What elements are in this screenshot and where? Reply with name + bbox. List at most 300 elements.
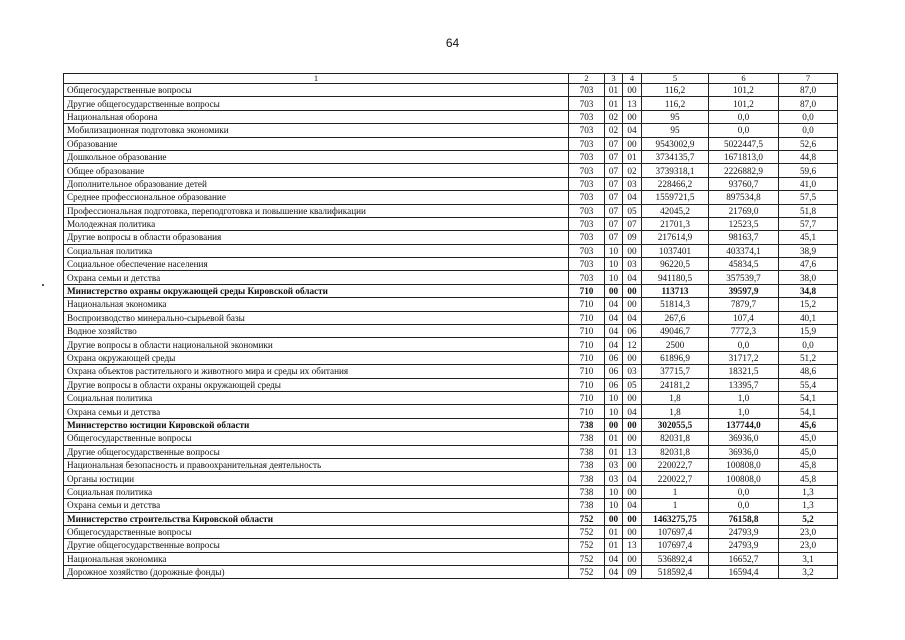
table-row [64, 97, 838, 110]
row-pr-cell: 09 [623, 566, 642, 579]
table-row [64, 338, 838, 351]
row-ved-cell: 752 [569, 512, 605, 525]
row-name-cell: Национальная экономика [64, 298, 569, 311]
row-pct-cell: 45,8 [779, 472, 838, 485]
row-pr-cell: 13 [623, 97, 642, 110]
row-fact-cell: 45834,5 [709, 258, 779, 271]
table-row [64, 271, 838, 284]
row-pct-cell: 23,0 [779, 525, 838, 538]
row-rz-cell: 10 [605, 405, 623, 418]
row-fact-cell: 0,0 [709, 110, 779, 123]
row-rz-cell: 06 [605, 365, 623, 378]
row-name-cell: Национальная экономика [64, 552, 569, 565]
row-ved-cell: 703 [569, 231, 605, 244]
row-pct-cell: 3,2 [779, 566, 838, 579]
row-fact-cell: 137744,0 [709, 418, 779, 431]
scan-speck [42, 284, 44, 286]
row-plan-cell: 82031,8 [642, 432, 709, 445]
row-pr-cell: 00 [623, 552, 642, 565]
row-fact-cell: 24793,9 [709, 539, 779, 552]
row-name-cell: Общегосударственные вопросы [64, 84, 569, 97]
row-fact-cell: 0,0 [709, 499, 779, 512]
row-pr-cell: 00 [623, 458, 642, 471]
table-row [64, 325, 838, 338]
table-row [64, 124, 838, 137]
row-fact-cell: 36936,0 [709, 445, 779, 458]
row-fact-cell: 21769,0 [709, 204, 779, 217]
table-row [64, 191, 838, 204]
row-name-cell: Молодежная политика [64, 217, 569, 230]
row-pr-cell: 12 [623, 338, 642, 351]
row-fact-cell: 98163,7 [709, 231, 779, 244]
row-fact-cell: 13395,7 [709, 378, 779, 391]
table-row [64, 566, 838, 579]
row-rz-cell: 04 [605, 325, 623, 338]
table-row [64, 231, 838, 244]
row-pct-cell: 51,8 [779, 204, 838, 217]
row-fact-cell: 7879,7 [709, 298, 779, 311]
row-pct-cell: 0,0 [779, 110, 838, 123]
row-fact-cell: 36936,0 [709, 432, 779, 445]
row-rz-cell: 07 [605, 204, 623, 217]
table-row [64, 137, 838, 150]
row-rz-cell: 00 [605, 512, 623, 525]
row-plan-cell: 1 [642, 485, 709, 498]
row-name-cell: Другие вопросы в области образования [64, 231, 569, 244]
row-ved-cell: 738 [569, 485, 605, 498]
row-name-cell: Общегосударственные вопросы [64, 525, 569, 538]
row-pr-cell: 06 [623, 325, 642, 338]
header-col-2: 2 [569, 74, 605, 84]
table-row [64, 298, 838, 311]
row-name-cell: Другие вопросы в области охраны окружающей среды [64, 378, 569, 391]
row-ved-cell: 738 [569, 499, 605, 512]
row-ved-cell: 752 [569, 566, 605, 579]
row-fact-cell: 93760,7 [709, 177, 779, 190]
row-name-cell: Дошкольное образование [64, 150, 569, 163]
table-row [64, 485, 838, 498]
row-plan-cell: 116,2 [642, 97, 709, 110]
table-row [64, 405, 838, 418]
row-name-cell: Охрана объектов растительного и животного мира и среды их обитания [64, 365, 569, 378]
row-ved-cell: 703 [569, 204, 605, 217]
row-plan-cell: 96220,5 [642, 258, 709, 271]
table-row [64, 204, 838, 217]
table-row [64, 525, 838, 538]
row-pr-cell: 00 [623, 84, 642, 97]
row-rz-cell: 03 [605, 472, 623, 485]
header-col-1: 1 [64, 74, 569, 84]
row-pct-cell: 44,8 [779, 150, 838, 163]
row-name-cell: Общегосударственные вопросы [64, 432, 569, 445]
row-pr-cell: 05 [623, 378, 642, 391]
row-pr-cell: 00 [623, 284, 642, 297]
row-ved-cell: 738 [569, 445, 605, 458]
row-name-cell: Национальная безопасность и правоохранительная деятельность [64, 458, 569, 471]
row-ved-cell: 710 [569, 405, 605, 418]
row-name-cell: Общее образование [64, 164, 569, 177]
row-pct-cell: 38,9 [779, 244, 838, 257]
row-plan-cell: 95 [642, 110, 709, 123]
row-fact-cell: 357539,7 [709, 271, 779, 284]
row-plan-cell: 3739318,1 [642, 164, 709, 177]
row-name-cell: Социальное обеспечение населения [64, 258, 569, 271]
row-ved-cell: 703 [569, 137, 605, 150]
row-pct-cell: 45,0 [779, 445, 838, 458]
row-rz-cell: 00 [605, 284, 623, 297]
row-name-cell: Национальная оборона [64, 110, 569, 123]
row-rz-cell: 01 [605, 432, 623, 445]
row-pct-cell: 59,6 [779, 164, 838, 177]
row-ved-cell: 703 [569, 271, 605, 284]
row-ved-cell: 703 [569, 258, 605, 271]
row-rz-cell: 00 [605, 418, 623, 431]
row-ved-cell: 703 [569, 97, 605, 110]
row-pct-cell: 45,0 [779, 432, 838, 445]
row-pr-cell: 00 [623, 485, 642, 498]
row-plan-cell: 1 [642, 499, 709, 512]
row-name-cell: Охрана семьи и детства [64, 499, 569, 512]
row-pct-cell: 57,5 [779, 191, 838, 204]
row-plan-cell: 220022,7 [642, 458, 709, 471]
row-ved-cell: 710 [569, 298, 605, 311]
table-row [64, 445, 838, 458]
row-plan-cell: 3734135,7 [642, 150, 709, 163]
row-plan-cell: 267,6 [642, 311, 709, 324]
row-plan-cell: 37715,7 [642, 365, 709, 378]
table-body [64, 84, 838, 579]
row-plan-cell: 107697,4 [642, 525, 709, 538]
row-pct-cell: 15,9 [779, 325, 838, 338]
row-pr-cell: 04 [623, 472, 642, 485]
row-fact-cell: 100808,0 [709, 458, 779, 471]
table-row [64, 539, 838, 552]
row-fact-cell: 5022447,5 [709, 137, 779, 150]
row-pct-cell: 55,4 [779, 378, 838, 391]
row-plan-cell: 536892,4 [642, 552, 709, 565]
row-name-cell: Водное хозяйство [64, 325, 569, 338]
row-fact-cell: 101,2 [709, 97, 779, 110]
row-pr-cell: 01 [623, 150, 642, 163]
row-rz-cell: 10 [605, 258, 623, 271]
table-row [64, 177, 838, 190]
row-plan-cell: 61896,9 [642, 351, 709, 364]
table-row [64, 284, 838, 297]
row-pct-cell: 87,0 [779, 97, 838, 110]
row-pct-cell: 1,3 [779, 485, 838, 498]
row-name-cell: Охрана семьи и детства [64, 271, 569, 284]
row-pr-cell: 00 [623, 298, 642, 311]
table-header-row [64, 74, 838, 84]
row-fact-cell: 897534,8 [709, 191, 779, 204]
row-ved-cell: 752 [569, 552, 605, 565]
row-pr-cell: 00 [623, 525, 642, 538]
row-pct-cell: 0,0 [779, 124, 838, 137]
row-fact-cell: 31717,2 [709, 351, 779, 364]
row-pct-cell: 1,3 [779, 499, 838, 512]
row-plan-cell: 82031,8 [642, 445, 709, 458]
row-fact-cell: 0,0 [709, 485, 779, 498]
row-fact-cell: 16594,4 [709, 566, 779, 579]
row-pr-cell: 03 [623, 177, 642, 190]
row-ved-cell: 738 [569, 472, 605, 485]
row-pr-cell: 00 [623, 351, 642, 364]
table-row [64, 391, 838, 404]
row-rz-cell: 07 [605, 217, 623, 230]
row-pct-cell: 54,1 [779, 391, 838, 404]
row-rz-cell: 10 [605, 499, 623, 512]
row-pr-cell: 00 [623, 432, 642, 445]
row-fact-cell: 7772,3 [709, 325, 779, 338]
row-pr-cell: 00 [623, 391, 642, 404]
row-fact-cell: 39597,9 [709, 284, 779, 297]
row-ved-cell: 752 [569, 539, 605, 552]
row-name-cell: Другие вопросы в области национальной экономики [64, 338, 569, 351]
row-name-cell: Другие общегосударственные вопросы [64, 97, 569, 110]
row-pct-cell: 54,1 [779, 405, 838, 418]
row-pr-cell: 04 [623, 124, 642, 137]
table-row [64, 164, 838, 177]
row-ved-cell: 703 [569, 191, 605, 204]
row-pr-cell: 09 [623, 231, 642, 244]
row-pr-cell: 04 [623, 271, 642, 284]
table-row [64, 432, 838, 445]
row-rz-cell: 01 [605, 539, 623, 552]
row-plan-cell: 1,8 [642, 391, 709, 404]
row-name-cell: Охрана окружающей среды [64, 351, 569, 364]
row-plan-cell: 49046,7 [642, 325, 709, 338]
row-plan-cell: 116,2 [642, 84, 709, 97]
row-ved-cell: 703 [569, 217, 605, 230]
row-pr-cell: 07 [623, 217, 642, 230]
table-row [64, 217, 838, 230]
row-ved-cell: 752 [569, 525, 605, 538]
row-rz-cell: 10 [605, 271, 623, 284]
row-ved-cell: 703 [569, 124, 605, 137]
row-rz-cell: 10 [605, 391, 623, 404]
row-ved-cell: 710 [569, 311, 605, 324]
row-rz-cell: 07 [605, 150, 623, 163]
row-plan-cell: 1463275,75 [642, 512, 709, 525]
row-rz-cell: 07 [605, 231, 623, 244]
row-pr-cell: 00 [623, 244, 642, 257]
header-col-4: 4 [623, 74, 642, 84]
row-ved-cell: 703 [569, 110, 605, 123]
row-fact-cell: 0,0 [709, 338, 779, 351]
row-pct-cell: 57,7 [779, 217, 838, 230]
row-plan-cell: 113713 [642, 284, 709, 297]
row-pr-cell: 04 [623, 311, 642, 324]
row-plan-cell: 518592,4 [642, 566, 709, 579]
table-row [64, 472, 838, 485]
row-fact-cell: 12523,5 [709, 217, 779, 230]
row-ved-cell: 710 [569, 325, 605, 338]
row-pct-cell: 45,8 [779, 458, 838, 471]
row-rz-cell: 01 [605, 84, 623, 97]
row-ved-cell: 710 [569, 365, 605, 378]
row-name-cell: Профессиональная подготовка, переподготовка и повышение квалификации [64, 204, 569, 217]
row-plan-cell: 21701,3 [642, 217, 709, 230]
row-plan-cell: 217614,9 [642, 231, 709, 244]
header-col-3: 3 [605, 74, 623, 84]
row-pr-cell: 00 [623, 110, 642, 123]
row-plan-cell: 51814,3 [642, 298, 709, 311]
table-row [64, 499, 838, 512]
row-pct-cell: 87,0 [779, 84, 838, 97]
row-pct-cell: 40,1 [779, 311, 838, 324]
row-fact-cell: 101,2 [709, 84, 779, 97]
row-ved-cell: 738 [569, 432, 605, 445]
row-name-cell: Охрана семьи и детства [64, 405, 569, 418]
row-name-cell: Органы юстиции [64, 472, 569, 485]
table-row [64, 84, 838, 97]
row-plan-cell: 941180,5 [642, 271, 709, 284]
row-pr-cell: 02 [623, 164, 642, 177]
row-plan-cell: 228466,2 [642, 177, 709, 190]
row-name-cell: Социальная политика [64, 244, 569, 257]
row-ved-cell: 703 [569, 177, 605, 190]
row-ved-cell: 703 [569, 164, 605, 177]
row-pr-cell: 04 [623, 405, 642, 418]
row-rz-cell: 04 [605, 338, 623, 351]
row-plan-cell: 95 [642, 124, 709, 137]
row-pr-cell: 00 [623, 137, 642, 150]
budget-table [63, 73, 838, 579]
row-pr-cell: 03 [623, 365, 642, 378]
row-pct-cell: 3,1 [779, 552, 838, 565]
row-ved-cell: 710 [569, 391, 605, 404]
row-pr-cell: 05 [623, 204, 642, 217]
row-rz-cell: 06 [605, 378, 623, 391]
row-pct-cell: 34,8 [779, 284, 838, 297]
row-rz-cell: 04 [605, 311, 623, 324]
row-rz-cell: 10 [605, 485, 623, 498]
row-plan-cell: 9543002,9 [642, 137, 709, 150]
row-plan-cell: 42045,2 [642, 204, 709, 217]
row-name-cell: Дорожное хозяйство (дорожные фонды) [64, 566, 569, 579]
row-rz-cell: 02 [605, 110, 623, 123]
row-name-cell: Другие общегосударственные вопросы [64, 445, 569, 458]
row-rz-cell: 10 [605, 244, 623, 257]
row-plan-cell: 24181,2 [642, 378, 709, 391]
row-fact-cell: 0,0 [709, 124, 779, 137]
row-rz-cell: 04 [605, 552, 623, 565]
row-pct-cell: 47,6 [779, 258, 838, 271]
row-ved-cell: 710 [569, 284, 605, 297]
row-name-cell: Мобилизационная подготовка экономики [64, 124, 569, 137]
table-row [64, 378, 838, 391]
row-name-cell: Социальная политика [64, 485, 569, 498]
row-ved-cell: 703 [569, 84, 605, 97]
row-name-cell: Воспроизводство минерально-сырьевой базы [64, 311, 569, 324]
row-rz-cell: 01 [605, 445, 623, 458]
table-row [64, 418, 838, 431]
row-ved-cell: 738 [569, 418, 605, 431]
row-fact-cell: 76158,8 [709, 512, 779, 525]
row-ved-cell: 738 [569, 458, 605, 471]
row-ved-cell: 703 [569, 244, 605, 257]
row-pct-cell: 48,6 [779, 365, 838, 378]
row-name-cell: Образование [64, 137, 569, 150]
row-pr-cell: 04 [623, 499, 642, 512]
row-plan-cell: 107697,4 [642, 539, 709, 552]
row-pct-cell: 0,0 [779, 338, 838, 351]
row-plan-cell: 1037401 [642, 244, 709, 257]
row-ved-cell: 710 [569, 338, 605, 351]
table-row [64, 458, 838, 471]
table-row [64, 110, 838, 123]
row-fact-cell: 107,4 [709, 311, 779, 324]
row-plan-cell: 220022,7 [642, 472, 709, 485]
row-plan-cell: 302055,5 [642, 418, 709, 431]
row-pct-cell: 45,6 [779, 418, 838, 431]
header-col-5: 5 [642, 74, 709, 84]
row-rz-cell: 07 [605, 177, 623, 190]
row-rz-cell: 06 [605, 351, 623, 364]
row-ved-cell: 710 [569, 351, 605, 364]
row-plan-cell: 1,8 [642, 405, 709, 418]
row-fact-cell: 1,0 [709, 405, 779, 418]
row-pr-cell: 00 [623, 512, 642, 525]
row-pr-cell: 13 [623, 445, 642, 458]
row-fact-cell: 1,0 [709, 391, 779, 404]
row-name-cell: Среднее профессиональное образование [64, 191, 569, 204]
page-number: 64 [445, 36, 460, 50]
row-rz-cell: 01 [605, 97, 623, 110]
row-rz-cell: 02 [605, 124, 623, 137]
row-pr-cell: 00 [623, 418, 642, 431]
row-fact-cell: 18321,5 [709, 365, 779, 378]
row-pct-cell: 15,2 [779, 298, 838, 311]
row-fact-cell: 1671813,0 [709, 150, 779, 163]
row-name-cell: Министерство охраны окружающей среды Кировской области [64, 284, 569, 297]
table-row [64, 351, 838, 364]
row-fact-cell: 403374,1 [709, 244, 779, 257]
row-rz-cell: 03 [605, 458, 623, 471]
table-row [64, 552, 838, 565]
row-fact-cell: 16652,7 [709, 552, 779, 565]
row-pct-cell: 52,6 [779, 137, 838, 150]
row-rz-cell: 07 [605, 191, 623, 204]
row-fact-cell: 100808,0 [709, 472, 779, 485]
table-row [64, 311, 838, 324]
row-pct-cell: 23,0 [779, 539, 838, 552]
row-name-cell: Дополнительное образование детей [64, 177, 569, 190]
row-fact-cell: 24793,9 [709, 525, 779, 538]
row-pr-cell: 13 [623, 539, 642, 552]
row-name-cell: Министерство строительства Кировской области [64, 512, 569, 525]
row-rz-cell: 07 [605, 164, 623, 177]
table-row [64, 512, 838, 525]
table-row [64, 244, 838, 257]
row-plan-cell: 1559721,5 [642, 191, 709, 204]
table-row [64, 365, 838, 378]
row-plan-cell: 2500 [642, 338, 709, 351]
row-rz-cell: 01 [605, 525, 623, 538]
row-fact-cell: 2226882,9 [709, 164, 779, 177]
row-pr-cell: 03 [623, 258, 642, 271]
header-col-7: 7 [779, 74, 838, 84]
header-col-6: 6 [709, 74, 779, 84]
row-rz-cell: 04 [605, 566, 623, 579]
row-pct-cell: 5,2 [779, 512, 838, 525]
row-pct-cell: 41,0 [779, 177, 838, 190]
table-row [64, 258, 838, 271]
row-pct-cell: 38,0 [779, 271, 838, 284]
row-rz-cell: 04 [605, 298, 623, 311]
row-name-cell: Другие общегосударственные вопросы [64, 539, 569, 552]
row-pr-cell: 04 [623, 191, 642, 204]
